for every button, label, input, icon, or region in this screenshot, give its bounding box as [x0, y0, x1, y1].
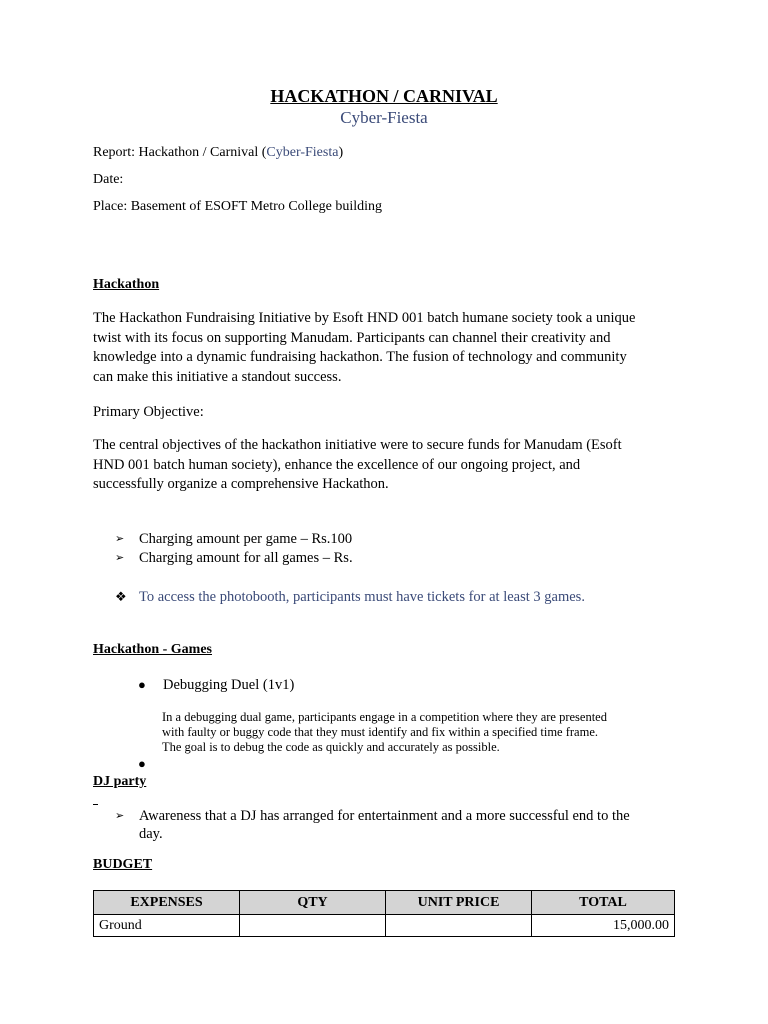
photobooth-note	[115, 589, 585, 606]
list-item	[115, 549, 353, 568]
objective-line: The central objectives of the hackathon initiative were to secure funds for Manudam (Esoft	[93, 437, 622, 453]
charge-text: Charging amount per game – Rs.100	[139, 531, 353, 547]
place-line: Place: Basement of ESOFT Metro College building	[93, 199, 383, 214]
games-heading: Hackathon - Games	[93, 642, 212, 657]
table-cell	[386, 915, 532, 937]
four-diamond-bullet-icon: ❖	[115, 589, 127, 604]
dot-bullet-icon: ●	[138, 677, 146, 692]
column-header: UNIT PRICE	[386, 891, 532, 915]
table-row	[94, 915, 675, 937]
table-cell: 15,000.00	[532, 915, 675, 937]
report-suffix: )	[338, 145, 344, 160]
charge-text: Charging amount for all games – Rs.	[139, 550, 353, 566]
table-cell: Ground	[94, 915, 240, 937]
column-header: QTY	[240, 891, 386, 915]
game-name: Debugging Duel (1v1)	[163, 677, 295, 693]
intro-line: twist with its focus on supporting Manudam. Participants can channel their creativity and	[93, 329, 611, 346]
description-line: In a debugging dual game, participants engage in a competition where they are presented	[162, 710, 607, 724]
hackathon-heading: Hackathon	[93, 277, 160, 292]
budget-heading: BUDGET	[93, 857, 153, 872]
report-line	[93, 145, 343, 161]
document-subtitle: Cyber-Fiesta	[340, 108, 428, 127]
column-header: EXPENSES	[94, 891, 240, 915]
intro-line: The Hackathon Fundraising Initiative by Esoft HND 001 batch humane society took a unique	[93, 310, 636, 326]
budget-table	[93, 890, 675, 937]
objective-line: HND 001 batch human society), enhance the excellence of our ongoing project, and	[93, 456, 581, 473]
column-header: TOTAL	[532, 891, 675, 915]
table-cell	[240, 915, 386, 937]
report-accent: Cyber-Fiesta	[266, 145, 339, 160]
arrow-bullet-icon: ➢	[115, 552, 125, 564]
intro-line: can make this initiative a standout success.	[93, 368, 342, 385]
list-item	[115, 807, 630, 826]
intro-line: knowledge into a dynamic fundraising hackathon. The fusion of technology and community	[93, 349, 627, 365]
objective-line: successfully organize a comprehensive Hackathon.	[93, 476, 389, 492]
list-item	[138, 677, 294, 694]
document-title: HACKATHON / CARNIVAL	[270, 86, 498, 106]
dj-text: Awareness that a DJ has arranged for entertainment and a more successful end to the	[139, 808, 630, 824]
photobooth-text: To access the photobooth, participants must have tickets for at least 3 games.	[139, 589, 585, 605]
game-description	[162, 710, 682, 755]
description-line: The goal is to debug the code as quickly and accurately as possible.	[162, 740, 500, 754]
arrow-bullet-icon: ➢	[115, 533, 125, 545]
report-prefix: Report: Hackathon / Carnival (	[93, 145, 267, 160]
divider	[93, 804, 98, 805]
dot-bullet-icon: ●	[138, 756, 146, 771]
hackathon-intro	[93, 309, 678, 387]
list-item	[115, 530, 352, 549]
table-header-row	[94, 891, 675, 915]
description-line: with faulty or buggy code that they must identify and fix within a specified time frame.	[162, 725, 598, 739]
arrow-bullet-icon: ➢	[115, 810, 125, 822]
date-label: Date:	[93, 172, 124, 187]
objective-text	[93, 436, 678, 495]
dj-text-continued: day.	[139, 826, 163, 842]
dj-heading: DJ party	[93, 774, 147, 789]
objective-label: Primary Objective:	[93, 404, 204, 420]
